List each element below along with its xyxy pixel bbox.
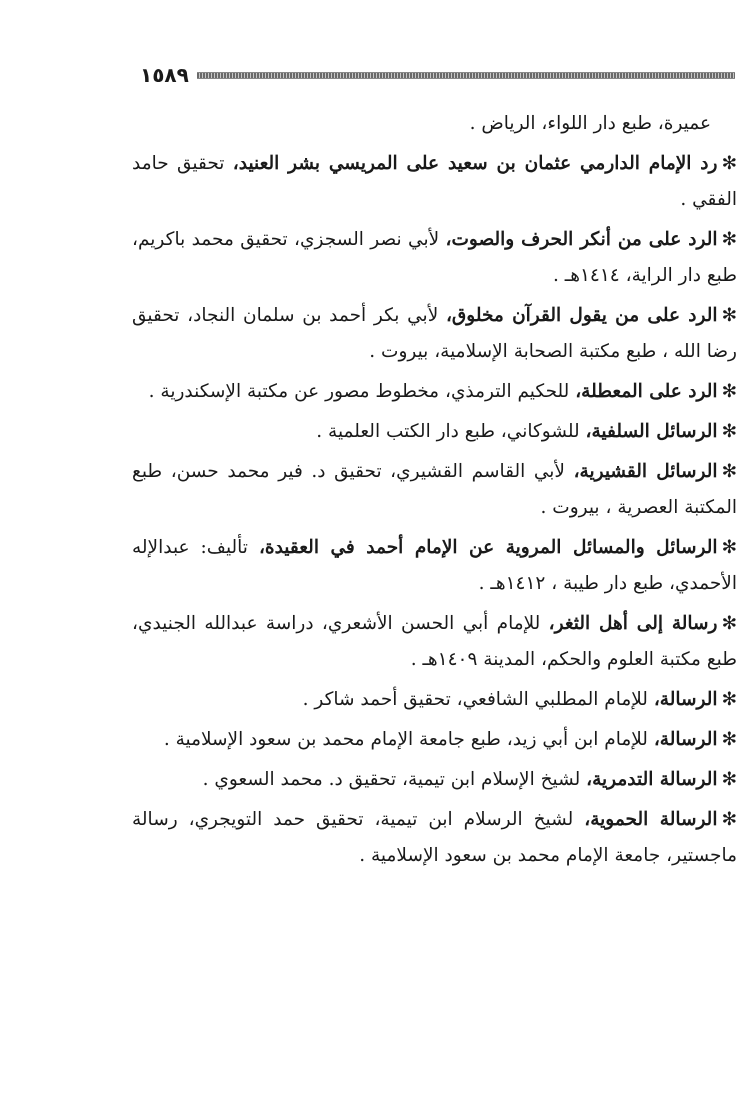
bibliography-entry bbox=[132, 606, 737, 678]
asterisk-icon: ✻ bbox=[721, 769, 737, 790]
entry-text: لأبي القاسم القشيري، تحقيق د. فير محمد حسن، طبع المكتبة العصرية ، بيروت . bbox=[132, 461, 737, 518]
entry-text: للإمام المطلبي الشافعي، تحقيق أحمد شاكر . bbox=[302, 689, 648, 710]
asterisk-icon: ✻ bbox=[721, 689, 737, 710]
entry-text: لشيخ الإسلام ابن تيمية، تحقيق د. محمد السعوي . bbox=[202, 769, 581, 790]
bibliography-list bbox=[132, 106, 737, 878]
entry-title: الرسائل القشيرية، bbox=[573, 461, 718, 482]
entry-text: تأليف: عبدالإله الأحمدي، طبع دار طيبة ، ١٤١٢هـ . bbox=[132, 537, 737, 594]
entry-title: رد الإمام الدارمي عثمان بن سعيد على المريسي بشر العنيد، bbox=[232, 153, 718, 174]
asterisk-icon: ✻ bbox=[721, 381, 737, 402]
entry-text: لشيخ الرسلام ابن تيمية، تحقيق حمد التويجري، رسالة ماجستير، جامعة الإمام محمد بن سعود الإسلامية . bbox=[132, 809, 737, 866]
entry-text: للإمام ابن أبي زيد، طبع جامعة الإمام محمد بن سعود الإسلامية . bbox=[163, 729, 648, 750]
entry-continuation bbox=[132, 106, 711, 142]
entry-text: عميرة، طبع دار اللواء، الرياض . bbox=[469, 113, 711, 134]
asterisk-icon: ✻ bbox=[721, 229, 737, 250]
entry-title: الرد على من أنكر الحرف والصوت، bbox=[445, 229, 718, 250]
entry-text: تحقيق حامد الفقي . bbox=[132, 153, 737, 210]
entry-title: الرسالة التدمرية، bbox=[586, 769, 718, 790]
page-number: ١٥٨٩ bbox=[140, 63, 189, 87]
entry-title: الرسالة، bbox=[653, 689, 718, 710]
bibliography-entry bbox=[132, 682, 737, 718]
entry-text: للإمام أبي الحسن الأشعري، دراسة عبدالله الجنيدي، طبع مكتبة العلوم والحكم، المدينة ١٤٠٩هـ . bbox=[132, 613, 737, 670]
entry-title: الرد على من يقول القرآن مخلوق، bbox=[445, 305, 718, 326]
entry-text: للحكيم الترمذي، مخطوط مصور عن مكتبة الإسكندرية . bbox=[148, 381, 570, 402]
page-header bbox=[140, 62, 735, 88]
bibliography-entry bbox=[132, 530, 737, 602]
bibliography-entry bbox=[132, 454, 737, 526]
bibliography-entry bbox=[132, 298, 737, 370]
bibliography-entry bbox=[132, 762, 737, 798]
asterisk-icon: ✻ bbox=[721, 729, 737, 750]
entry-title: رسالة إلى أهل الثغر، bbox=[548, 613, 718, 634]
entry-text: لأبي نصر السجزي، تحقيق محمد باكريم، طبع دار الراية، ١٤١٤هـ . bbox=[132, 229, 737, 286]
asterisk-icon: ✻ bbox=[721, 809, 737, 830]
asterisk-icon: ✻ bbox=[721, 421, 737, 442]
bibliography-entry bbox=[132, 414, 737, 450]
entry-title: الرسائل والمسائل المروية عن الإمام أحمد في العقيدة، bbox=[258, 537, 718, 558]
entry-title: الرسالة الحموية، bbox=[584, 809, 718, 830]
entry-text: للشوكاني، طبع دار الكتب العلمية . bbox=[316, 421, 580, 442]
bibliography-entry bbox=[132, 146, 737, 218]
header-rule bbox=[197, 72, 735, 79]
bibliography-entry bbox=[132, 374, 737, 410]
asterisk-icon: ✻ bbox=[721, 153, 737, 174]
asterisk-icon: ✻ bbox=[721, 613, 737, 634]
entry-text: لأبي بكر أحمد بن سلمان النجاد، تحقيق رضا الله ، طبع مكتبة الصحابة الإسلامية، بيروت . bbox=[132, 305, 737, 362]
bibliography-entry bbox=[132, 222, 737, 294]
asterisk-icon: ✻ bbox=[721, 537, 737, 558]
entry-title: الرسالة، bbox=[653, 729, 718, 750]
asterisk-icon: ✻ bbox=[721, 461, 737, 482]
entry-title: الرد على المعطلة، bbox=[575, 381, 718, 402]
bibliography-entry bbox=[132, 802, 737, 874]
bibliography-entry bbox=[132, 722, 737, 758]
asterisk-icon: ✻ bbox=[721, 305, 737, 326]
entry-title: الرسائل السلفية، bbox=[585, 421, 718, 442]
